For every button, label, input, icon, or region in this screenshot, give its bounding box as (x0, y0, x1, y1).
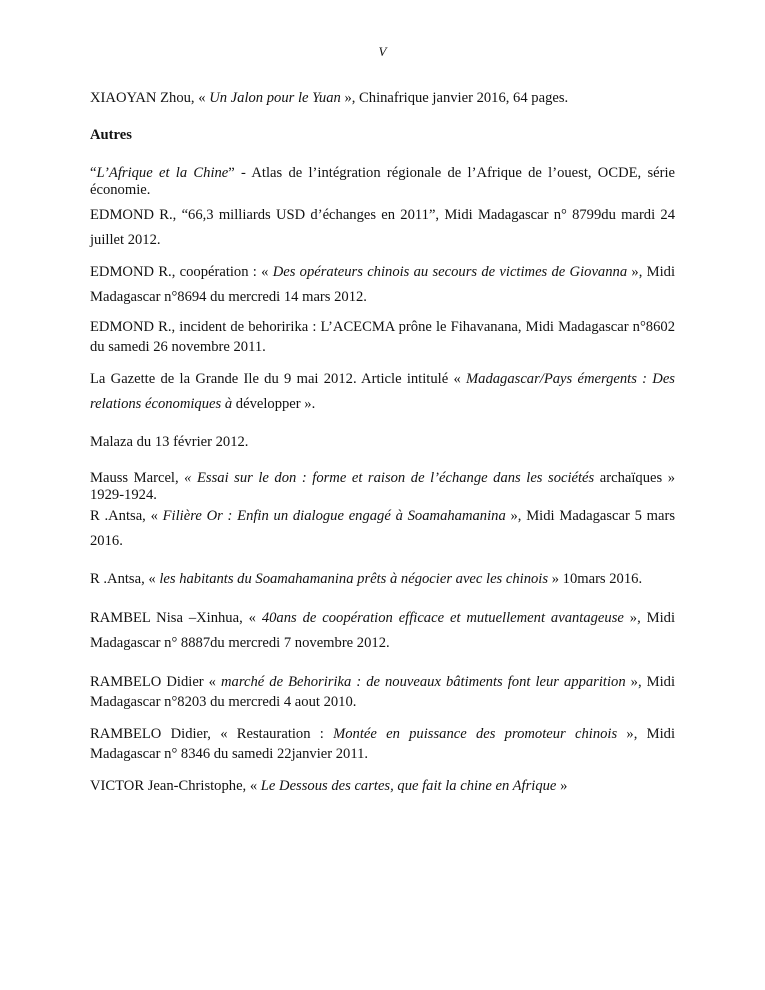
reference-title: Des opérateurs chinois au secours de victimes de Giovanna (272, 264, 628, 280)
reference-entry (90, 88, 675, 108)
reference-entry (90, 165, 675, 199)
reference-text: », Midi Madagascar n° 8887du mercredi 7 novembre 2012. (90, 610, 676, 651)
reference-entry (90, 367, 675, 417)
reference-text: RAMBELO Didier, « Restauration : (90, 726, 334, 742)
reference-title: les habitants du Soamahamanina prêts à négocier avec les chinois (159, 571, 549, 587)
reference-title: Un Jalon pour le Yuan (209, 90, 341, 106)
reference-text: archaïques » 1929-1924. (90, 470, 675, 503)
reference-text: Malaza du 13 février 2012. (90, 434, 249, 450)
reference-text: EDMOND R., incident de behoririka : L’ACECMA prône le Fihavanana, Midi Madagascar n°8602 du samedi 26 novembre 2011. (90, 319, 675, 355)
reference-entry (90, 724, 675, 764)
reference-title: L’Afrique et la Chine (96, 165, 229, 181)
page-number: V (378, 44, 387, 59)
reference-text: RAMBEL Nisa –Xinhua, « (90, 610, 262, 626)
reference-text: EDMOND R., “66,3 milliards USD d’échanges en 2011”, Midi Madagascar n° 8799du mardi 24 juillet 2012. (90, 207, 675, 248)
reference-entry (90, 432, 675, 452)
reference-title: Le Dessous des cartes, que fait la chine en Afrique (260, 778, 557, 794)
reference-text: » 10mars 2016. (548, 571, 643, 587)
reference-text: Mauss Marcel, (90, 470, 185, 486)
reference-entry (90, 776, 675, 796)
section-heading: Autres (90, 127, 132, 143)
reference-text: “ (90, 165, 97, 181)
reference-title: Montée en puissance des promoteur chinois (333, 726, 618, 742)
reference-text: », Midi Madagascar n°8203 du mercredi 4 aout 2010. (90, 674, 676, 710)
reference-title: Madagascar/Pays émergents : Des relations économiques à (90, 371, 675, 412)
reference-text: » (556, 778, 568, 794)
reference-title: Filière Or : Enfin un dialogue engagé à Soamahamanina (162, 508, 506, 524)
reference-entry (90, 203, 675, 253)
reference-text: », Midi Madagascar 5 mars 2016. (90, 508, 676, 549)
reference-entry (90, 470, 675, 504)
reference-entry (90, 569, 675, 589)
reference-text: ” - Atlas de l’intégration régionale de l’Afrique de l’ouest, OCDE, série économie. (90, 165, 676, 198)
reference-text: R .Antsa, « (90, 571, 160, 587)
reference-title: « Essai sur le don : forme et raison de l’échange dans les sociétés (184, 470, 595, 486)
reference-text: XIAOYAN Zhou, « (90, 90, 210, 106)
reference-text: », Midi Madagascar n° 8346 du samedi 22janvier 2011. (90, 726, 675, 762)
reference-text: EDMOND R., coopération : « (90, 264, 273, 280)
reference-text: développer ». (232, 396, 316, 412)
reference-title: 40ans de coopération efficace et mutuellement avantageuse (261, 610, 624, 626)
reference-entry (90, 260, 675, 310)
reference-text: RAMBELO Didier « (90, 674, 222, 690)
reference-entry (90, 606, 675, 656)
reference-text: R .Antsa, « (90, 508, 163, 524)
reference-text: VICTOR Jean-Christophe, « (90, 778, 261, 794)
reference-text: La Gazette de la Grande Ile du 9 mai 2012. Article intitulé « (90, 371, 466, 387)
reference-entry (90, 317, 675, 357)
reference-text: », Midi Madagascar n°8694 du mercredi 14 mars 2012. (90, 264, 676, 305)
reference-text: », Chinafrique janvier 2016, 64 pages. (340, 90, 569, 106)
reference-entry (90, 672, 675, 712)
reference-title: marché de Behoririka : de nouveaux bâtiments font leur apparition (221, 674, 626, 690)
reference-entry (90, 504, 675, 554)
